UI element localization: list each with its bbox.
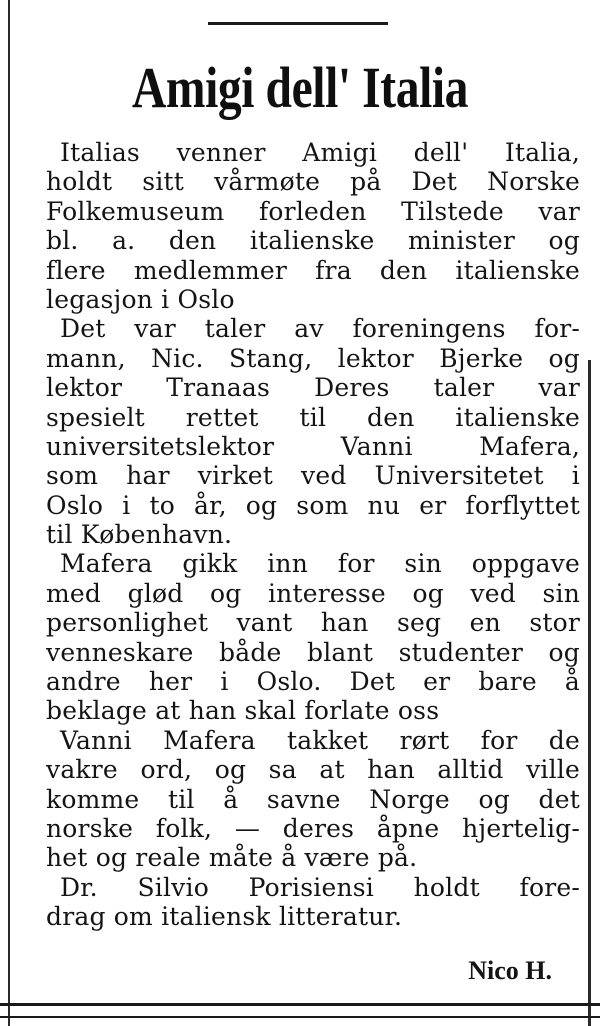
paragraph-4: [46, 726, 580, 873]
text-line: til København.: [46, 520, 233, 550]
text-line: vakre ord, og sa at han alltid ville: [46, 755, 580, 785]
text-line: bl. a. den italienske minister og: [46, 226, 580, 256]
text-line: som har virket ved Universitetet i: [46, 461, 580, 491]
right-column-rule: [588, 360, 591, 1026]
text-line: Folkemuseum forleden Tilstede var: [46, 196, 580, 226]
text-line: venneskare både blant studenter og: [46, 637, 580, 667]
text-line: mann, Nic. Stang, lektor Bjerke og: [46, 343, 580, 373]
text-line: Mafera gikk inn for sin oppgave: [60, 549, 580, 579]
text-line: Oslo i to år, og som nu er forflyttet: [46, 490, 580, 520]
text-line: beklage at han skal forlate oss: [46, 696, 440, 726]
bottom-separator-rule: [0, 1003, 600, 1006]
article-headline: Amigi dell' Italia: [131, 55, 469, 120]
text-line: legasjon i Oslo: [46, 284, 235, 314]
text-line: Dr. Silvio Porisiensi holdt fore-: [60, 872, 580, 902]
author-byline: Nico H.: [468, 956, 552, 985]
paragraph-2: [46, 314, 580, 549]
paragraph-5: [46, 873, 580, 932]
text-line: med glød og interesse og ved sin: [46, 578, 580, 608]
text-line: Det var taler av foreningens for-: [60, 314, 580, 344]
text-line: personlighet vant han seg en stor: [46, 608, 580, 638]
paragraph-1: [46, 138, 580, 314]
text-line: norske folk, — deres åpne hjertelig-: [46, 813, 580, 843]
left-column-rule: [8, 0, 10, 1026]
text-line: andre her i Oslo. Det er bare å: [46, 667, 580, 697]
text-line: holdt sitt vårmøte på Det Norske: [46, 167, 580, 197]
article-body: [46, 138, 580, 932]
text-line: spesielt rettet til den italienske: [46, 402, 580, 432]
text-line: Vanni Mafera takket rørt for de: [60, 725, 580, 755]
text-line: universitetslektor Vanni Mafera,: [46, 431, 580, 461]
text-line: flere medlemmer fra den italienske: [46, 255, 580, 285]
text-line: drag om italiensk litteratur.: [46, 902, 403, 932]
top-separator-rule: [208, 22, 388, 25]
bottom-separator-rule-secondary: [0, 1016, 600, 1018]
text-line: het og reale måte å være på.: [46, 843, 418, 873]
text-line: Italias venner Amigi dell' Italia,: [60, 138, 580, 167]
paragraph-3: [46, 549, 580, 725]
text-line: komme til å savne Norge og det: [46, 784, 580, 814]
text-line: lektor Tranaas Deres taler var: [46, 373, 580, 403]
